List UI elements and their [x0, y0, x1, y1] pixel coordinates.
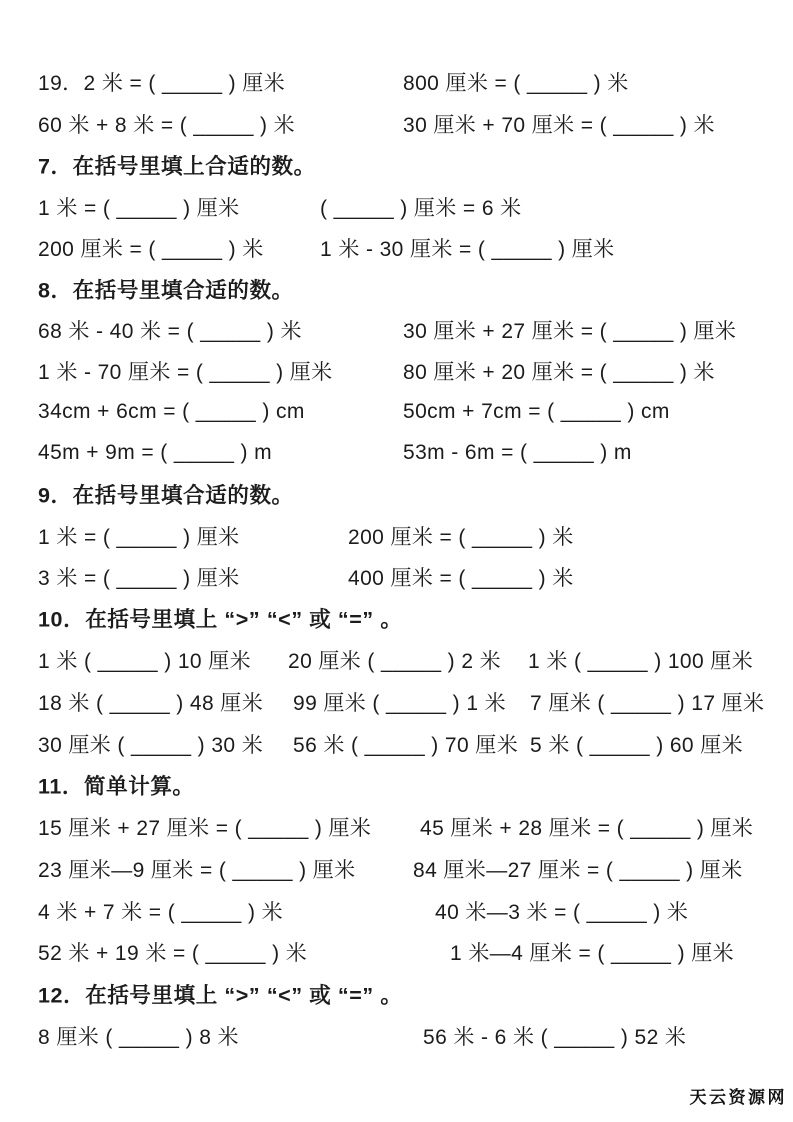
- equation-cell: 30 厘米 + 70 厘米 = ( _____ ) 米: [403, 114, 715, 137]
- equation-cell: 18 米 ( _____ ) 48 厘米: [38, 692, 264, 715]
- equation-cell: 1 米 - 70 厘米 = ( _____ ) 厘米: [38, 361, 333, 384]
- section-heading: 12．在括号里填上 “>” “<” 或 “=” 。: [38, 983, 403, 1008]
- worksheet-row: [38, 309, 787, 351]
- equation-cell: 99 厘米 ( _____ ) 1 米: [293, 692, 507, 715]
- worksheet-row: [38, 681, 787, 723]
- equation-cell: 84 厘米—27 厘米 = ( _____ ) 厘米: [413, 859, 743, 882]
- equation-cell: 1 米 = ( _____ ) 厘米: [38, 526, 240, 549]
- section-heading-row: [38, 268, 787, 310]
- equation-cell: 19．2 米 = ( _____ ) 厘米: [38, 72, 286, 95]
- section-heading-row: [38, 764, 787, 806]
- equation-cell: 60 米 + 8 米 = ( _____ ) 米: [38, 114, 296, 137]
- equation-cell: 45 厘米 + 28 厘米 = ( _____ ) 厘米: [420, 817, 754, 840]
- worksheet-row: [38, 723, 787, 765]
- section-heading-row: [38, 597, 787, 639]
- equation-cell: 400 厘米 = ( _____ ) 米: [348, 567, 574, 590]
- equation-cell: 200 厘米 = ( _____ ) 米: [348, 526, 574, 549]
- section-heading: 7．在括号里填上合适的数。: [38, 154, 316, 179]
- worksheet-row: [38, 186, 787, 228]
- worksheet-row: [38, 806, 787, 848]
- worksheet-row: [38, 848, 787, 890]
- equation-cell: 20 厘米 ( _____ ) 2 米: [288, 650, 502, 673]
- equation-cell: 1 米 ( _____ ) 100 厘米: [528, 650, 754, 673]
- worksheet-row: [38, 350, 787, 392]
- equation-cell: 30 厘米 + 27 厘米 = ( _____ ) 厘米: [403, 320, 737, 343]
- equation-cell: 56 米 - 6 米 ( _____ ) 52 米: [423, 1026, 687, 1049]
- section-heading-row: [38, 144, 787, 186]
- section-heading-row: [38, 973, 787, 1015]
- equation-cell: 15 厘米 + 27 厘米 = ( _____ ) 厘米: [38, 817, 372, 840]
- worksheet-row: [38, 432, 787, 474]
- worksheet-row: [38, 391, 787, 433]
- equation-cell: 45m + 9m = ( _____ ) m: [38, 441, 273, 464]
- section-heading: 9．在括号里填合适的数。: [38, 483, 294, 508]
- section-heading: 8．在括号里填合适的数。: [38, 278, 294, 303]
- section-heading: 10．在括号里填上 “>” “<” 或 “=” 。: [38, 607, 403, 632]
- equation-cell: 1 米 ( _____ ) 10 厘米: [38, 650, 252, 673]
- worksheet-row: [38, 515, 787, 557]
- worksheet-row: [38, 556, 787, 598]
- equation-cell: 68 米 - 40 米 = ( _____ ) 米: [38, 320, 302, 343]
- equation-cell: 4 米 + 7 米 = ( _____ ) 米: [38, 901, 283, 924]
- equation-cell: 5 米 ( _____ ) 60 厘米: [530, 734, 744, 757]
- equation-cell: ( _____ ) 厘米 = 6 米: [320, 197, 522, 220]
- equation-cell: 7 厘米 ( _____ ) 17 厘米: [530, 692, 765, 715]
- section-heading: 11．简单计算。: [38, 774, 195, 799]
- watermark-text: 天云资源网: [689, 1088, 787, 1107]
- worksheet-row: [38, 931, 787, 973]
- equation-cell: 30 厘米 ( _____ ) 30 米: [38, 734, 264, 757]
- equation-cell: 8 厘米 ( _____ ) 8 米: [38, 1026, 239, 1049]
- equation-cell: 50cm + 7cm = ( _____ ) cm: [403, 400, 670, 423]
- equation-cell: 200 厘米 = ( _____ ) 米: [38, 238, 264, 261]
- equation-cell: 56 米 ( _____ ) 70 厘米: [293, 734, 519, 757]
- worksheet-row: [38, 103, 787, 145]
- equation-cell: 23 厘米—9 厘米 = ( _____ ) 厘米: [38, 859, 356, 882]
- equation-cell: 52 米 + 19 米 = ( _____ ) 米: [38, 942, 308, 965]
- equation-cell: 800 厘米 = ( _____ ) 米: [403, 72, 629, 95]
- equation-cell: 53m - 6m = ( _____ ) m: [403, 441, 632, 464]
- equation-cell: 34cm + 6cm = ( _____ ) cm: [38, 400, 305, 423]
- worksheet-row: [38, 227, 787, 269]
- equation-cell: 1 米 = ( _____ ) 厘米: [38, 197, 240, 220]
- equation-cell: 3 米 = ( _____ ) 厘米: [38, 567, 240, 590]
- worksheet-row: [38, 61, 787, 103]
- worksheet-row: [38, 639, 787, 681]
- equation-cell: 1 米—4 厘米 = ( _____ ) 厘米: [450, 942, 735, 965]
- section-heading-row: [38, 473, 787, 515]
- equation-cell: 80 厘米 + 20 厘米 = ( _____ ) 米: [403, 361, 715, 384]
- equation-cell: 40 米—3 米 = ( _____ ) 米: [435, 901, 689, 924]
- worksheet-row: [38, 890, 787, 932]
- equation-cell: 1 米 - 30 厘米 = ( _____ ) 厘米: [320, 238, 615, 261]
- worksheet-row: [38, 1015, 787, 1057]
